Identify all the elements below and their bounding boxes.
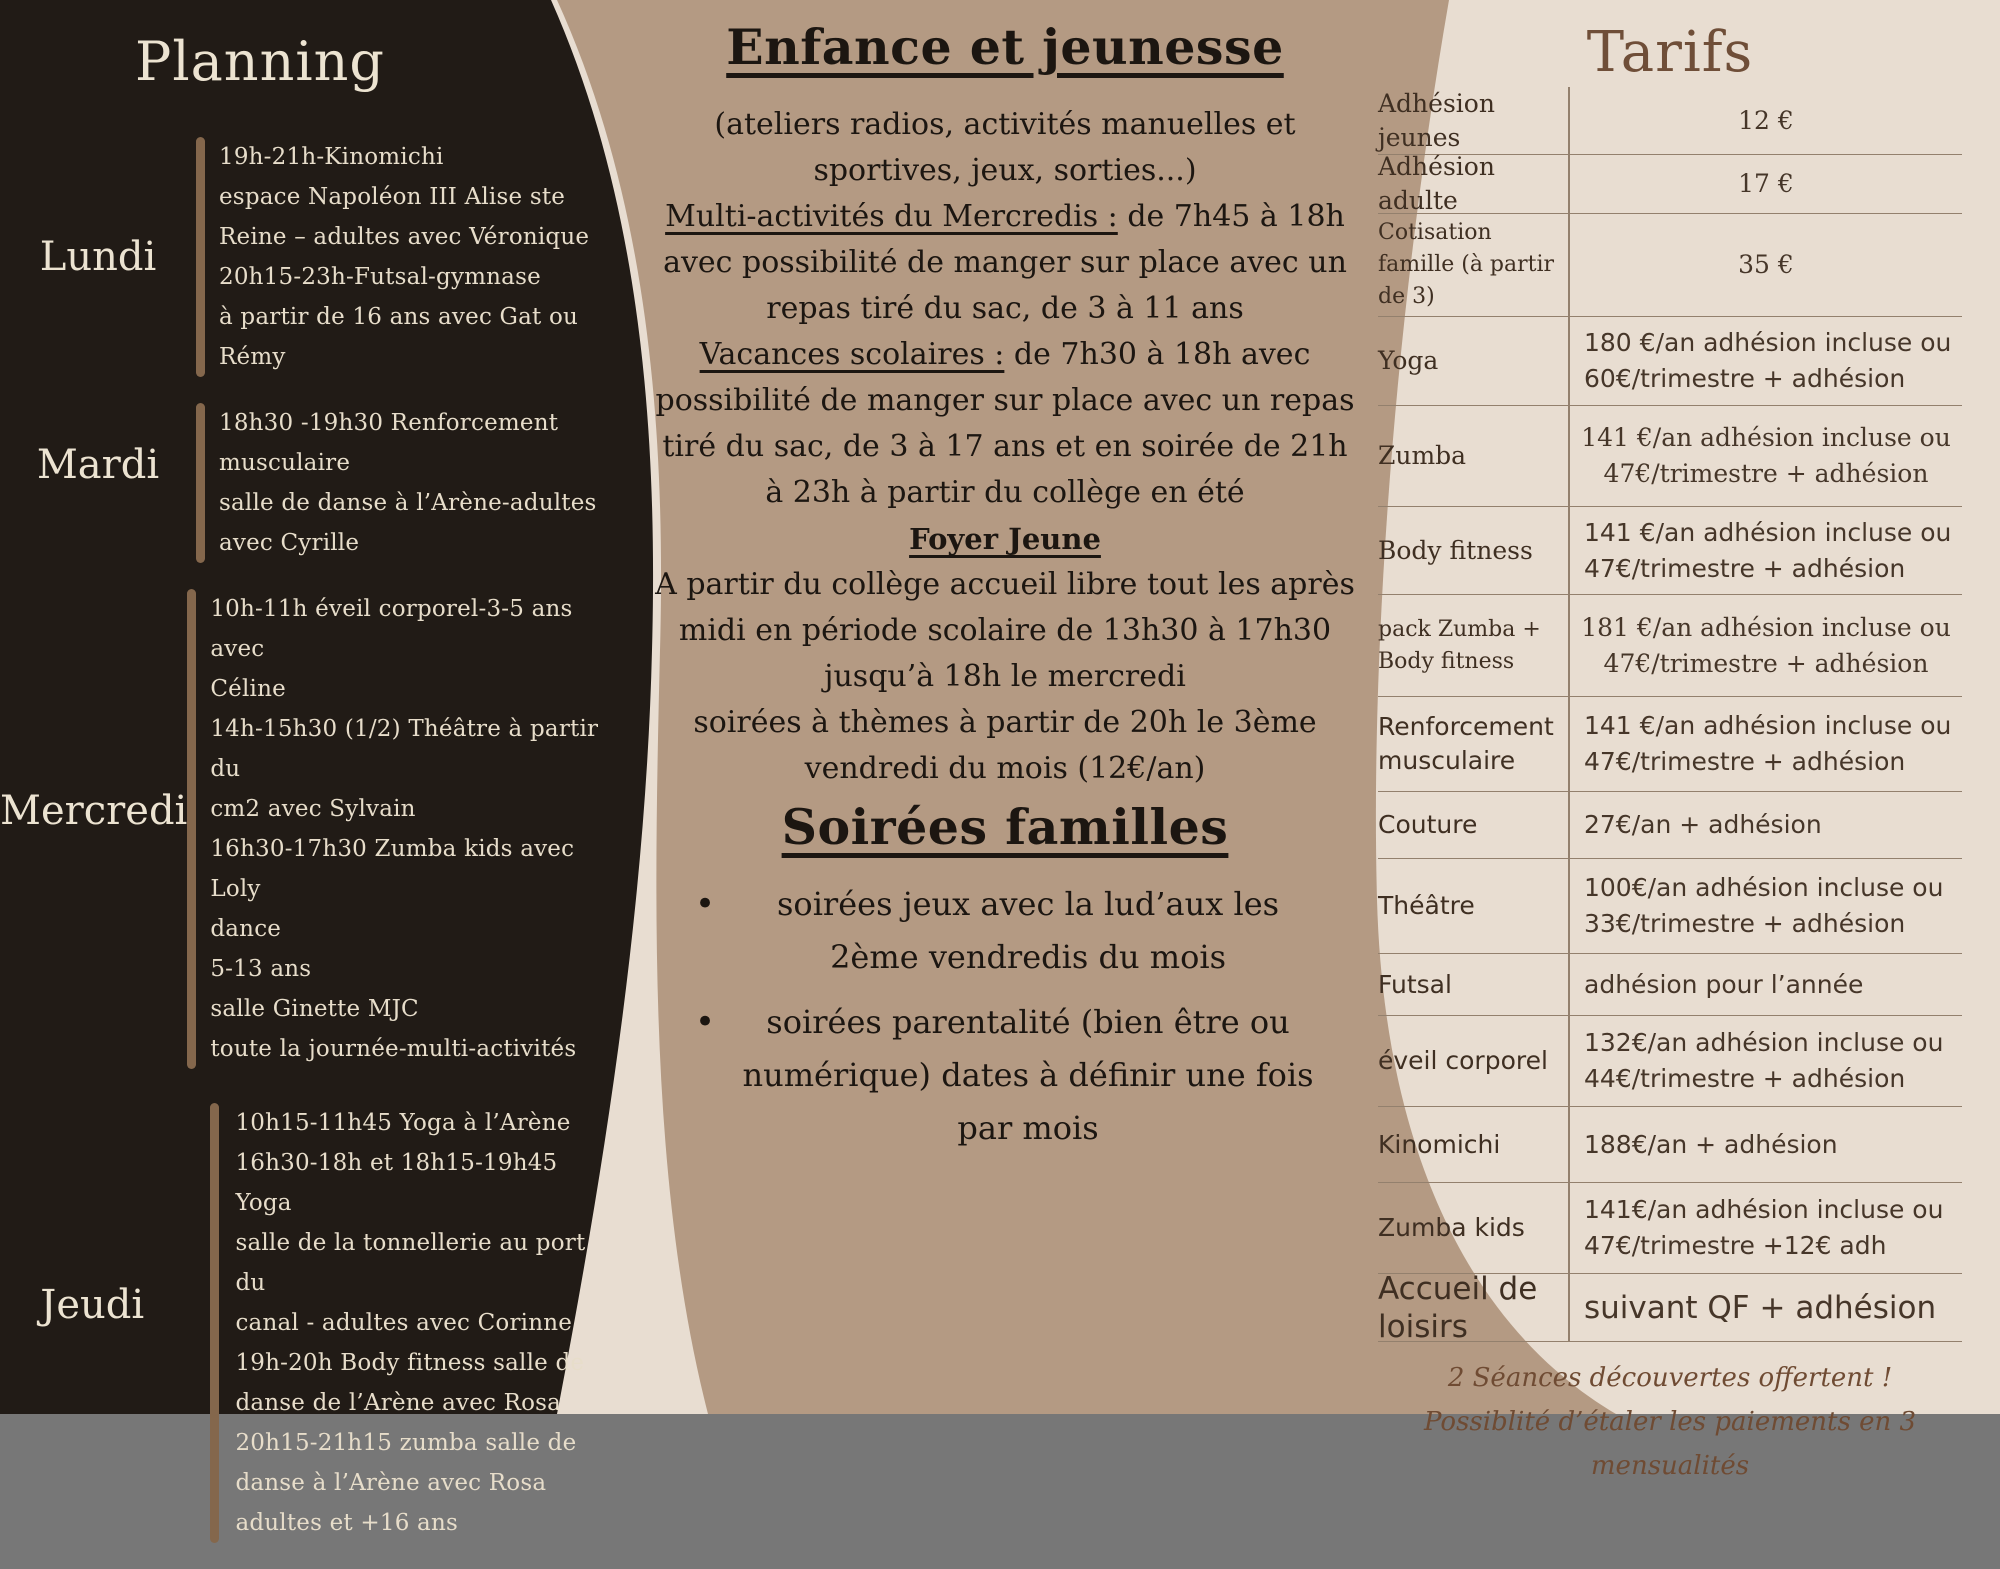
- day-block: [0, 1103, 600, 1543]
- tarif-row: [1378, 317, 1962, 406]
- tarif-row: [1378, 406, 1962, 507]
- text-run: Vacances scolaires :: [699, 337, 1005, 372]
- planning-title: Planning: [135, 30, 385, 93]
- activity-line: Céline: [210, 676, 286, 702]
- paragraph: [655, 332, 1355, 516]
- tarif-label: Adhésion adulte: [1378, 152, 1495, 215]
- activity-line: danse de l’Arène avec Rosa: [235, 1390, 562, 1416]
- activity-line: salle de la tonnellerie au port du: [235, 1230, 586, 1296]
- tarifs-column: [1378, 0, 1962, 1488]
- activity-line: 16h30-17h30 Zumba kids avec Loly: [210, 836, 575, 902]
- tarif-row: [1378, 1270, 1962, 1345]
- tarif-price: 132€/an adhésion incluse ou 44€/trimestre + adhésion: [1568, 1016, 1962, 1106]
- activity-line: cm2 avec Sylvain: [210, 796, 416, 822]
- tarifs-title: Tarifs: [1586, 20, 1754, 85]
- tarif-price: 180 €/an adhésion incluse ou 60€/trimestre + adhésion: [1568, 317, 1962, 405]
- activity-line: salle Ginette MJC: [210, 996, 419, 1022]
- planning-days-list: [0, 137, 600, 1543]
- tarif-row: [1378, 507, 1962, 595]
- activity-line: 19h-20h Body fitness salle de: [235, 1350, 585, 1376]
- day-accent-bar: [196, 137, 205, 377]
- tarif-label: pack Zumba + Body fitness: [1378, 616, 1541, 674]
- activity-line: dance: [210, 916, 282, 942]
- tarif-label: Couture: [1378, 810, 1478, 839]
- footnote-line: 2 Séances découvertes offertent !: [1447, 1363, 1893, 1393]
- tarif-price: 141 €/an adhésion incluse ou 47€/trimestre + adhésion: [1568, 406, 1962, 506]
- activity-line: Reine – adultes avec Véronique: [219, 224, 590, 250]
- activity-line: 20h15-21h15 zumba salle de: [235, 1430, 577, 1456]
- bullet-text: soirées parentalité (bien être ou numérique) dates à définir une fois par mois: [742, 1003, 1314, 1147]
- day-activity-lines: [205, 403, 597, 563]
- day-name-cell: [0, 137, 196, 377]
- text-run: A partir du collège accueil libre tout les après midi en période scolaire de 13h30 à 17h30 jusqu’à 18h le mercredi: [655, 567, 1355, 694]
- activity-line: Rémy: [219, 344, 286, 370]
- tarif-label: Accueil de loisirs: [1378, 1270, 1538, 1345]
- tarif-row: [1378, 1183, 1962, 1274]
- tarif-row: [1378, 697, 1962, 792]
- day-activity-lines: [205, 137, 589, 377]
- activity-line: 14h-15h30 (1/2) Théâtre à partir du: [210, 716, 599, 782]
- activity-line: musculaire: [219, 450, 351, 476]
- bullet-dot-icon: •: [695, 884, 716, 924]
- tarif-label: Yoga: [1378, 346, 1439, 375]
- tarif-price: 141 €/an adhésion incluse ou 47€/trimestre + adhésion: [1568, 697, 1962, 791]
- paragraph: [655, 102, 1355, 194]
- activity-line: 18h30 -19h30 Renforcement: [219, 410, 559, 436]
- tarif-row: [1378, 595, 1962, 697]
- soirees-bullet-list: [655, 878, 1355, 1155]
- day-block: [0, 137, 600, 377]
- paragraph: [655, 194, 1355, 332]
- activity-line: canal - adultes avec Corinne: [235, 1310, 573, 1336]
- day-block: [0, 403, 600, 563]
- bullet-dot-icon: •: [695, 1002, 716, 1042]
- activity-line: 10h15-11h45 Yoga à l’Arène: [235, 1110, 571, 1136]
- tarif-label: Cotisation famille (à partir de 3): [1378, 220, 1555, 309]
- activity-line: 10h-11h éveil corporel-3-5 ans avec: [210, 596, 573, 662]
- footnote-line: Possiblité d’étaler les paiements en 3 mensualités: [1423, 1407, 1917, 1481]
- paragraph: [655, 700, 1355, 792]
- tarif-price: 100€/an adhésion incluse ou 33€/trimestre + adhésion: [1568, 859, 1962, 953]
- day-name-cell: [0, 1103, 184, 1543]
- tarif-label: Zumba kids: [1378, 1213, 1525, 1242]
- activity-line: 5-13 ans: [210, 956, 312, 982]
- tarif-price: 188€/an + adhésion: [1568, 1107, 1962, 1182]
- enfance-column: [655, 18, 1355, 1167]
- tarif-label: Futsal: [1378, 969, 1452, 999]
- tarif-row: [1378, 1016, 1962, 1107]
- tarif-label: Body fitness: [1378, 535, 1533, 565]
- day-name-cell: [0, 589, 187, 1069]
- planning-column: [0, 0, 600, 1569]
- bullet-item: [695, 878, 1315, 984]
- bullet-text: soirées jeux avec la lud’aux les 2ème vendredis du mois: [777, 885, 1280, 976]
- tarif-row: [1378, 1107, 1962, 1183]
- day-name: Mercredi: [0, 788, 188, 834]
- tarif-label: Kinomichi: [1378, 1129, 1501, 1159]
- tarif-price: 27€/an + adhésion: [1568, 792, 1962, 858]
- activity-line: toute la journée-multi-activités: [210, 1036, 577, 1062]
- tarif-row: [1378, 954, 1962, 1016]
- day-name: Jeudi: [40, 1282, 145, 1328]
- activity-line: 20h15-23h-Futsal-gymnase: [219, 264, 541, 290]
- day-name-cell: [0, 403, 196, 563]
- day-activity-lines: [219, 1103, 600, 1543]
- day-accent-bar: [196, 403, 205, 563]
- tarifs-table: [1378, 87, 1962, 1345]
- tarif-price: 181 €/an adhésion incluse ou 47€/trimestre + adhésion: [1568, 595, 1962, 696]
- activity-line: espace Napoléon III Alise ste: [219, 184, 566, 210]
- tarif-label: Renforcement musculaire: [1378, 712, 1554, 775]
- tarif-price: 141 €/an adhésion incluse ou 47€/trimestre + adhésion: [1568, 507, 1962, 594]
- activity-line: 19h-21h-Kinomichi: [219, 144, 444, 170]
- activity-line: à partir de 16 ans avec Gat ou: [219, 304, 579, 330]
- activity-line: avec Cyrille: [219, 530, 360, 556]
- day-name: Mardi: [36, 442, 160, 488]
- tarif-price: 12 €: [1568, 87, 1962, 154]
- activity-line: salle de danse à l’Arène-adultes: [219, 490, 597, 516]
- activity-line: adultes et +16 ans: [235, 1510, 458, 1536]
- soirees-familles-title: Soirées familles: [781, 798, 1229, 856]
- text-run: (ateliers radios, activités manuelles et sportives, jeux, sorties...): [714, 107, 1296, 188]
- tarif-row: [1378, 87, 1962, 155]
- text-run: de 7h30 à 18h avec possibilité de manger sur place avec un repas tiré du sac, de 3 à 17 ans et en soirée de 21h à 23h à partir du collège en été: [655, 337, 1355, 510]
- text-run: de 7h45 à 18h avec possibilité de manger sur place avec un repas tiré du sac, de 3 à 11 ans: [663, 199, 1347, 326]
- day-block: [0, 589, 600, 1069]
- tarif-price: 141€/an adhésion incluse ou 47€/trimestre +12€ adh: [1568, 1183, 1962, 1273]
- tarif-row: [1378, 859, 1962, 954]
- text-run: Multi-activités du Mercredis :: [665, 199, 1118, 234]
- enfance-paragraphs: [655, 102, 1355, 792]
- section-heading: [655, 516, 1355, 562]
- tarif-label: Zumba: [1378, 441, 1467, 470]
- enfance-title: Enfance et jeunesse: [726, 18, 1284, 76]
- tarif-price: suivant QF + adhésion: [1568, 1274, 1962, 1341]
- tarif-label: éveil corporel: [1378, 1046, 1548, 1075]
- day-activity-lines: [196, 589, 600, 1069]
- bullet-item: [695, 996, 1315, 1155]
- day-accent-bar: [210, 1103, 219, 1543]
- tarif-label: Théâtre: [1378, 891, 1475, 920]
- text-run: Foyer Jeune: [909, 522, 1101, 556]
- day-accent-bar: [187, 589, 196, 1069]
- tarif-row: [1378, 214, 1962, 317]
- text-run: soirées à thèmes à partir de 20h le 3ème vendredi du mois (12€/an): [693, 705, 1317, 786]
- day-name: Lundi: [39, 234, 157, 280]
- tarif-row: [1378, 792, 1962, 859]
- activity-line: danse à l’Arène avec Rosa: [235, 1470, 547, 1496]
- tarif-price: 35 €: [1568, 214, 1962, 316]
- activity-line: 16h30-18h et 18h15-19h45 Yoga: [235, 1150, 558, 1216]
- tarif-row: [1378, 152, 1962, 215]
- tarif-price: adhésion pour l’année: [1568, 954, 1962, 1015]
- tarifs-footnotes: [1378, 1356, 1962, 1488]
- tarif-price: 17 €: [1568, 155, 1962, 213]
- tarif-label: Adhésion jeunes: [1378, 88, 1495, 152]
- paragraph: [655, 562, 1355, 700]
